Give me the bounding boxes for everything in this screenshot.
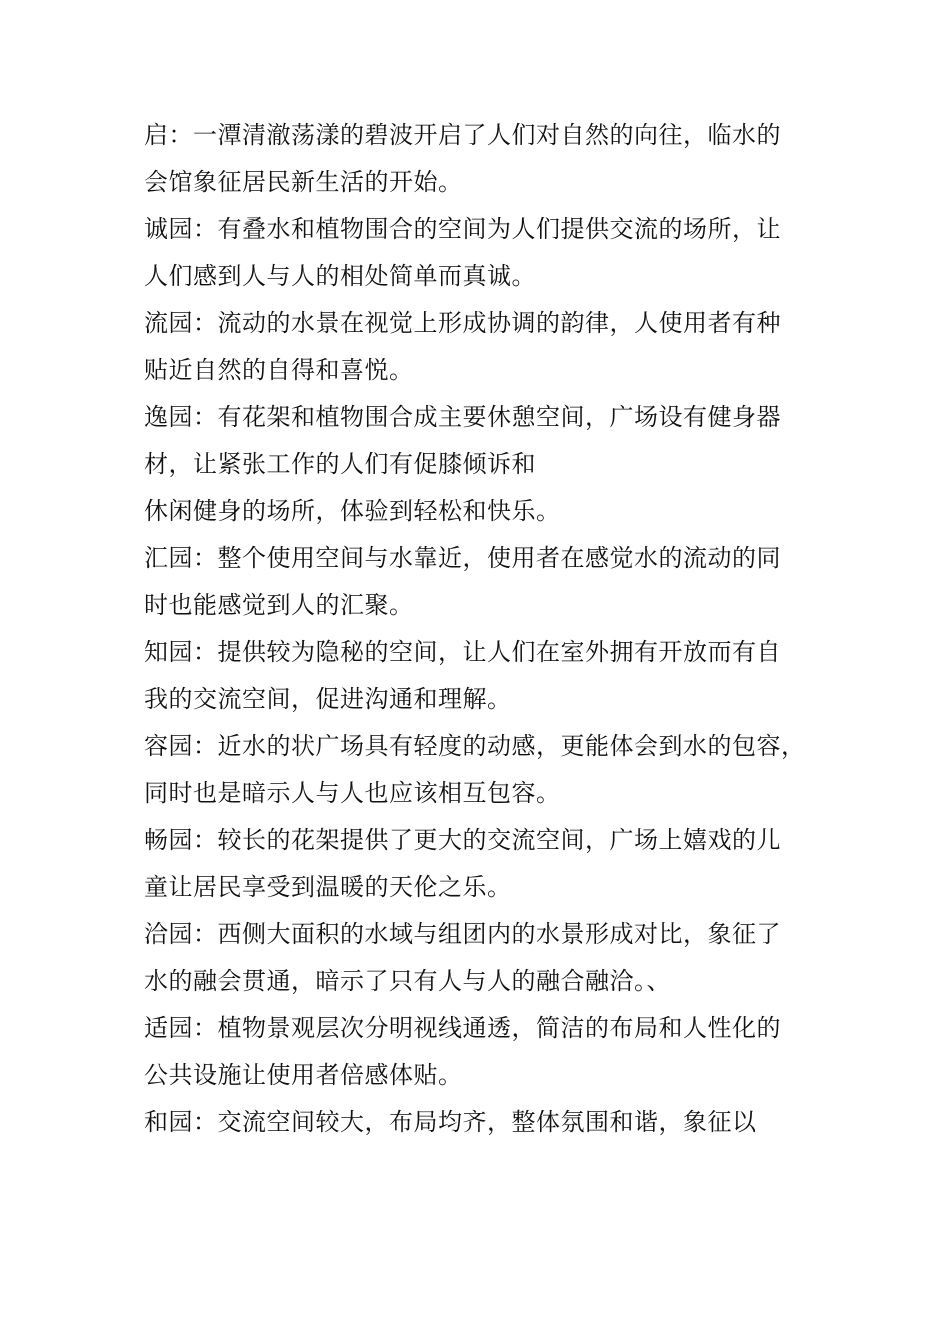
paragraph-line: 人们感到人与人的相处简单而真诚。 (144, 262, 536, 290)
paragraph-rongyuan (144, 723, 824, 817)
paragraph-qi (144, 112, 824, 206)
paragraph-huiyuan (144, 535, 824, 629)
paragraph-yiyuan (144, 394, 824, 535)
paragraph-line: 知园：提供较为隐秘的空间，让人们在室外拥有开放而有自 (144, 638, 781, 666)
paragraph-qiayuan (144, 911, 824, 1005)
paragraph-heyuan (144, 1099, 824, 1146)
paragraph-chengyuan (144, 206, 824, 300)
paragraph-line: 畅园：较长的花架提供了更大的交流空间，广场上嬉戏的儿 (144, 826, 781, 854)
paragraph-line: 我的交流空间，促进沟通和理解。 (144, 685, 512, 713)
paragraph-zhiyuan (144, 629, 824, 723)
paragraph-line: 时也能感觉到人的汇聚。 (144, 591, 414, 619)
paragraph-line: 逸园：有花架和植物围合成主要休憩空间，广场设有健身器 (144, 403, 781, 431)
paragraph-line: 休闲健身的场所，体验到轻松和快乐。 (144, 497, 561, 525)
paragraph-line: 容园：近水的状广场具有轻度的动感，更能体会到水的包容， (144, 732, 806, 760)
paragraph-line: 启：一潭清澈荡漾的碧波开启了人们对自然的向往，临水的 (144, 121, 781, 149)
paragraph-line: 同时也是暗示人与人也应该相互包容。 (144, 779, 561, 807)
paragraph-line: 童让居民享受到温暖的天伦之乐。 (144, 873, 512, 901)
paragraph-line: 洽园：西侧大面积的水域与组团内的水景形成对比，象征了 (144, 920, 781, 948)
paragraph-liuyuan (144, 300, 824, 394)
paragraph-line: 会馆象征居民新生活的开始。 (144, 168, 463, 196)
document-body (144, 112, 824, 1146)
paragraph-shiyuan (144, 1005, 824, 1099)
paragraph-line: 诚园：有叠水和植物围合的空间为人们提供交流的场所，让 (144, 215, 781, 243)
paragraph-line: 流园：流动的水景在视觉上形成协调的韵律，人使用者有种 (144, 309, 781, 337)
paragraph-line: 适园：植物景观层次分明视线通透，简洁的布局和人性化的 (144, 1014, 781, 1042)
paragraph-line: 汇园：整个使用空间与水靠近，使用者在感觉水的流动的同 (144, 544, 781, 572)
paragraph-line: 水的融会贯通，暗示了只有人与人的融合融洽。、 (144, 967, 671, 995)
paragraph-changyuan (144, 817, 824, 911)
paragraph-line: 和园：交流空间较大，布局均齐，整体氛围和谐，象征以 (144, 1108, 757, 1136)
paragraph-line: 贴近自然的自得和喜悦。 (144, 356, 414, 384)
paragraph-line: 公共设施让使用者倍感体贴。 (144, 1061, 463, 1089)
paragraph-line: 材，让紧张工作的人们有促膝倾诉和 (144, 450, 536, 478)
